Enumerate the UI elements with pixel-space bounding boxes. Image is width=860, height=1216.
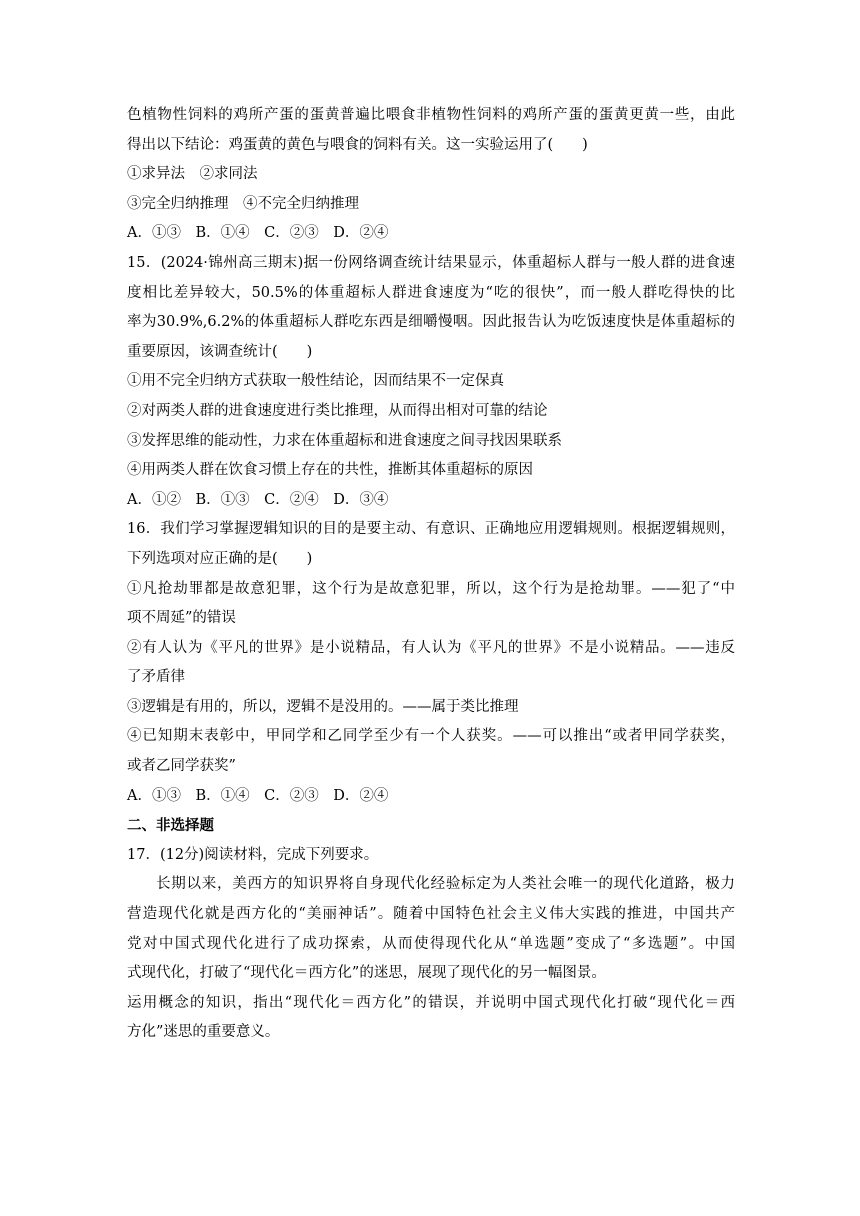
section-heading: 二、非选择题 xyxy=(127,817,214,835)
question-17 xyxy=(127,841,735,1048)
q15-option-2: ②对两类人群的进食速度进行类比推理，从而得出相对可靠的结论 xyxy=(127,402,548,419)
q16-option-2-line-2: 了矛盾律 xyxy=(127,669,185,686)
q15-option-1: ①用不完全归纳方式获取一般性结论，因而结果不一定保真 xyxy=(127,373,504,390)
q16-option-1-line-2: 项不周延”的错误 xyxy=(127,610,236,627)
q14-option-line-2: ③完全归纳推理 ④不完全归纳推理 xyxy=(127,195,359,212)
q14-answer-choices: A．①③ B．①④ C．②③ D．②④ xyxy=(127,225,389,242)
q15-answer-choices: A．①② B．①③ C．②④ D．③④ xyxy=(127,491,389,508)
question-14 xyxy=(127,101,735,249)
q17-requirement-line-2: 方化”迷思的重要意义。 xyxy=(127,1024,280,1041)
q14-stem-line-2: 得出以下结论：鸡蛋黄的黄色与喂食的饲料有关。这一实验运用了( ) xyxy=(127,136,588,153)
q16-option-4-line-1: ④已知期末表彰中，甲同学和乙同学至少有一个人获奖。——可以推出“或者甲同学获奖， xyxy=(127,728,735,745)
q15-stem-line-1: 15．(2024·锦州高三期末)据一份网络调查统计结果显示，体重超标人群与一般人群的进食速 xyxy=(127,254,735,271)
q17-material-line-4: 式现代化，打破了“现代化＝西方化”的迷思，展现了现代化的另一幅图景。 xyxy=(127,965,606,982)
q17-material-line-1: 长期以来，美西方的知识界将自身现代化经验标定为人类社会唯一的现代化道路，极力 xyxy=(156,876,735,893)
q16-option-3: ③逻辑是有用的，所以，逻辑不是没用的。——属于类比推理 xyxy=(127,698,519,715)
question-16 xyxy=(127,515,735,811)
q15-stem-line-2: 度相比差异较大，50.5%的体重超标人群进食速度为“吃的很快”，而一般人群吃得快的比 xyxy=(127,284,735,301)
q17-material-line-2: 营造现代化就是西方化的“美丽神话”。随着中国特色社会主义伟大实践的推进，中国共产 xyxy=(127,906,735,923)
q15-option-4: ④用两类人群在饮食习惯上存在的共性，推断其体重超标的原因 xyxy=(127,462,533,479)
q15-stem-line-3: 率为30.9%,6.2%的体重超标人群吃东西是细嚼慢咽。因此报告认为吃饭速度快是体重超标的 xyxy=(127,314,735,331)
q15-option-3: ③发挥思维的能动性，力求在体重超标和进食速度之间寻找因果联系 xyxy=(127,432,562,449)
q14-option-line-1: ①求异法 ②求同法 xyxy=(127,166,258,183)
q15-stem-line-4: 重要原因，该调查统计( ) xyxy=(127,343,313,360)
q16-option-1-line-1: ①凡抢劫罪都是故意犯罪，这个行为是故意犯罪，所以，这个行为是抢劫罪。——犯了“中 xyxy=(127,580,735,597)
q16-stem-line-1: 16．我们学习掌握逻辑知识的目的是要主动、有意识、正确地应用逻辑规则。根据逻辑规则， xyxy=(127,521,735,538)
q16-option-4-line-2: 或者乙同学获奖” xyxy=(127,758,236,775)
question-15 xyxy=(127,249,735,515)
q16-stem-line-2: 下列选项对应正确的是( ) xyxy=(127,550,313,567)
q17-material-line-3: 党对中国式现代化进行了成功探索，从而使得现代化从“单选题”变成了“多选题”。中国 xyxy=(127,935,735,952)
q17-stem: 17．(12分)阅读材料，完成下列要求。 xyxy=(127,846,379,863)
q16-answer-choices: A．①③ B．①④ C．②③ D．②④ xyxy=(127,787,389,804)
q14-stem-line-1: 色植物性饲料的鸡所产蛋的蛋黄普遍比喂食非植物性饲料的鸡所产蛋的蛋黄更黄一些，由此 xyxy=(127,107,735,123)
exam-page xyxy=(127,101,735,1048)
q16-option-2-line-1: ②有人认为《平凡的世界》是小说精品，有人认为《平凡的世界》不是小说精品。——违反 xyxy=(127,639,735,656)
q17-requirement-line-1: 运用概念的知识，指出“现代化＝西方化”的错误，并说明中国式现代化打破“现代化＝西 xyxy=(127,994,735,1011)
